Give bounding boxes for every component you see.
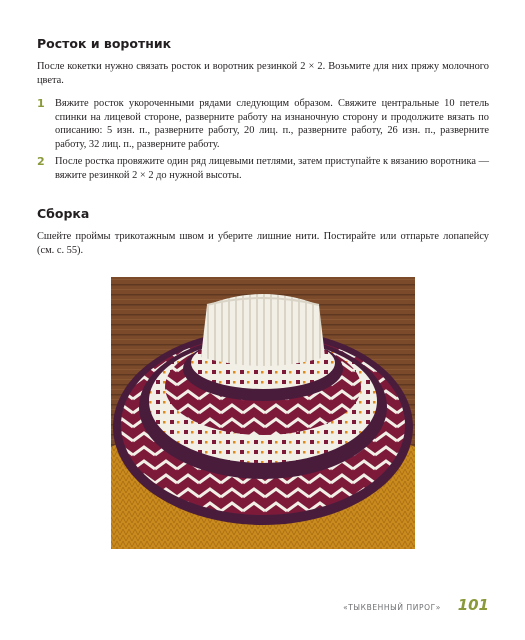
sweater-photo [111, 277, 415, 549]
step-2 [37, 155, 489, 182]
footer-pattern-name: «ТЫКВЕННЫЙ ПИРОГ» [343, 603, 441, 612]
section-title-collar: Росток и воротник [37, 36, 172, 51]
step-text: Вяжите росток укороченными рядами следующим образом. Свяжите центральные 10 петель спинки на лицевой стороне, разверните работу на изнаночную сторону и продолжите вязать по описанию: 5 изн. п., разверните работу, 20 лиц. п., разверните работу, 26 изн. п., разверните работу, 32 лиц. п., разверните работу. [55, 98, 489, 150]
page-number: 101 [457, 596, 489, 614]
intro-paragraph: После кокетки нужно связать росток и воротник резинкой 2 × 2. Возьмите для них пряжу молочного цвета. [37, 61, 489, 86]
step-number: 1 [37, 97, 45, 110]
step-1 [37, 97, 489, 151]
step-number: 2 [37, 155, 45, 168]
step-text: После ростка провяжите один ряд лицевыми петлями, затем приступайте к вязанию воротника — вяжите резинкой 2 × 2 до нужной высоты. [55, 156, 489, 181]
section-title-assembly: Сборка [37, 206, 90, 221]
assembly-paragraph: Сшейте проймы трикотажным швом и уберите лишние нити. Постирайте или отпарьте лопапейсу (см. с. 55). [37, 231, 489, 256]
